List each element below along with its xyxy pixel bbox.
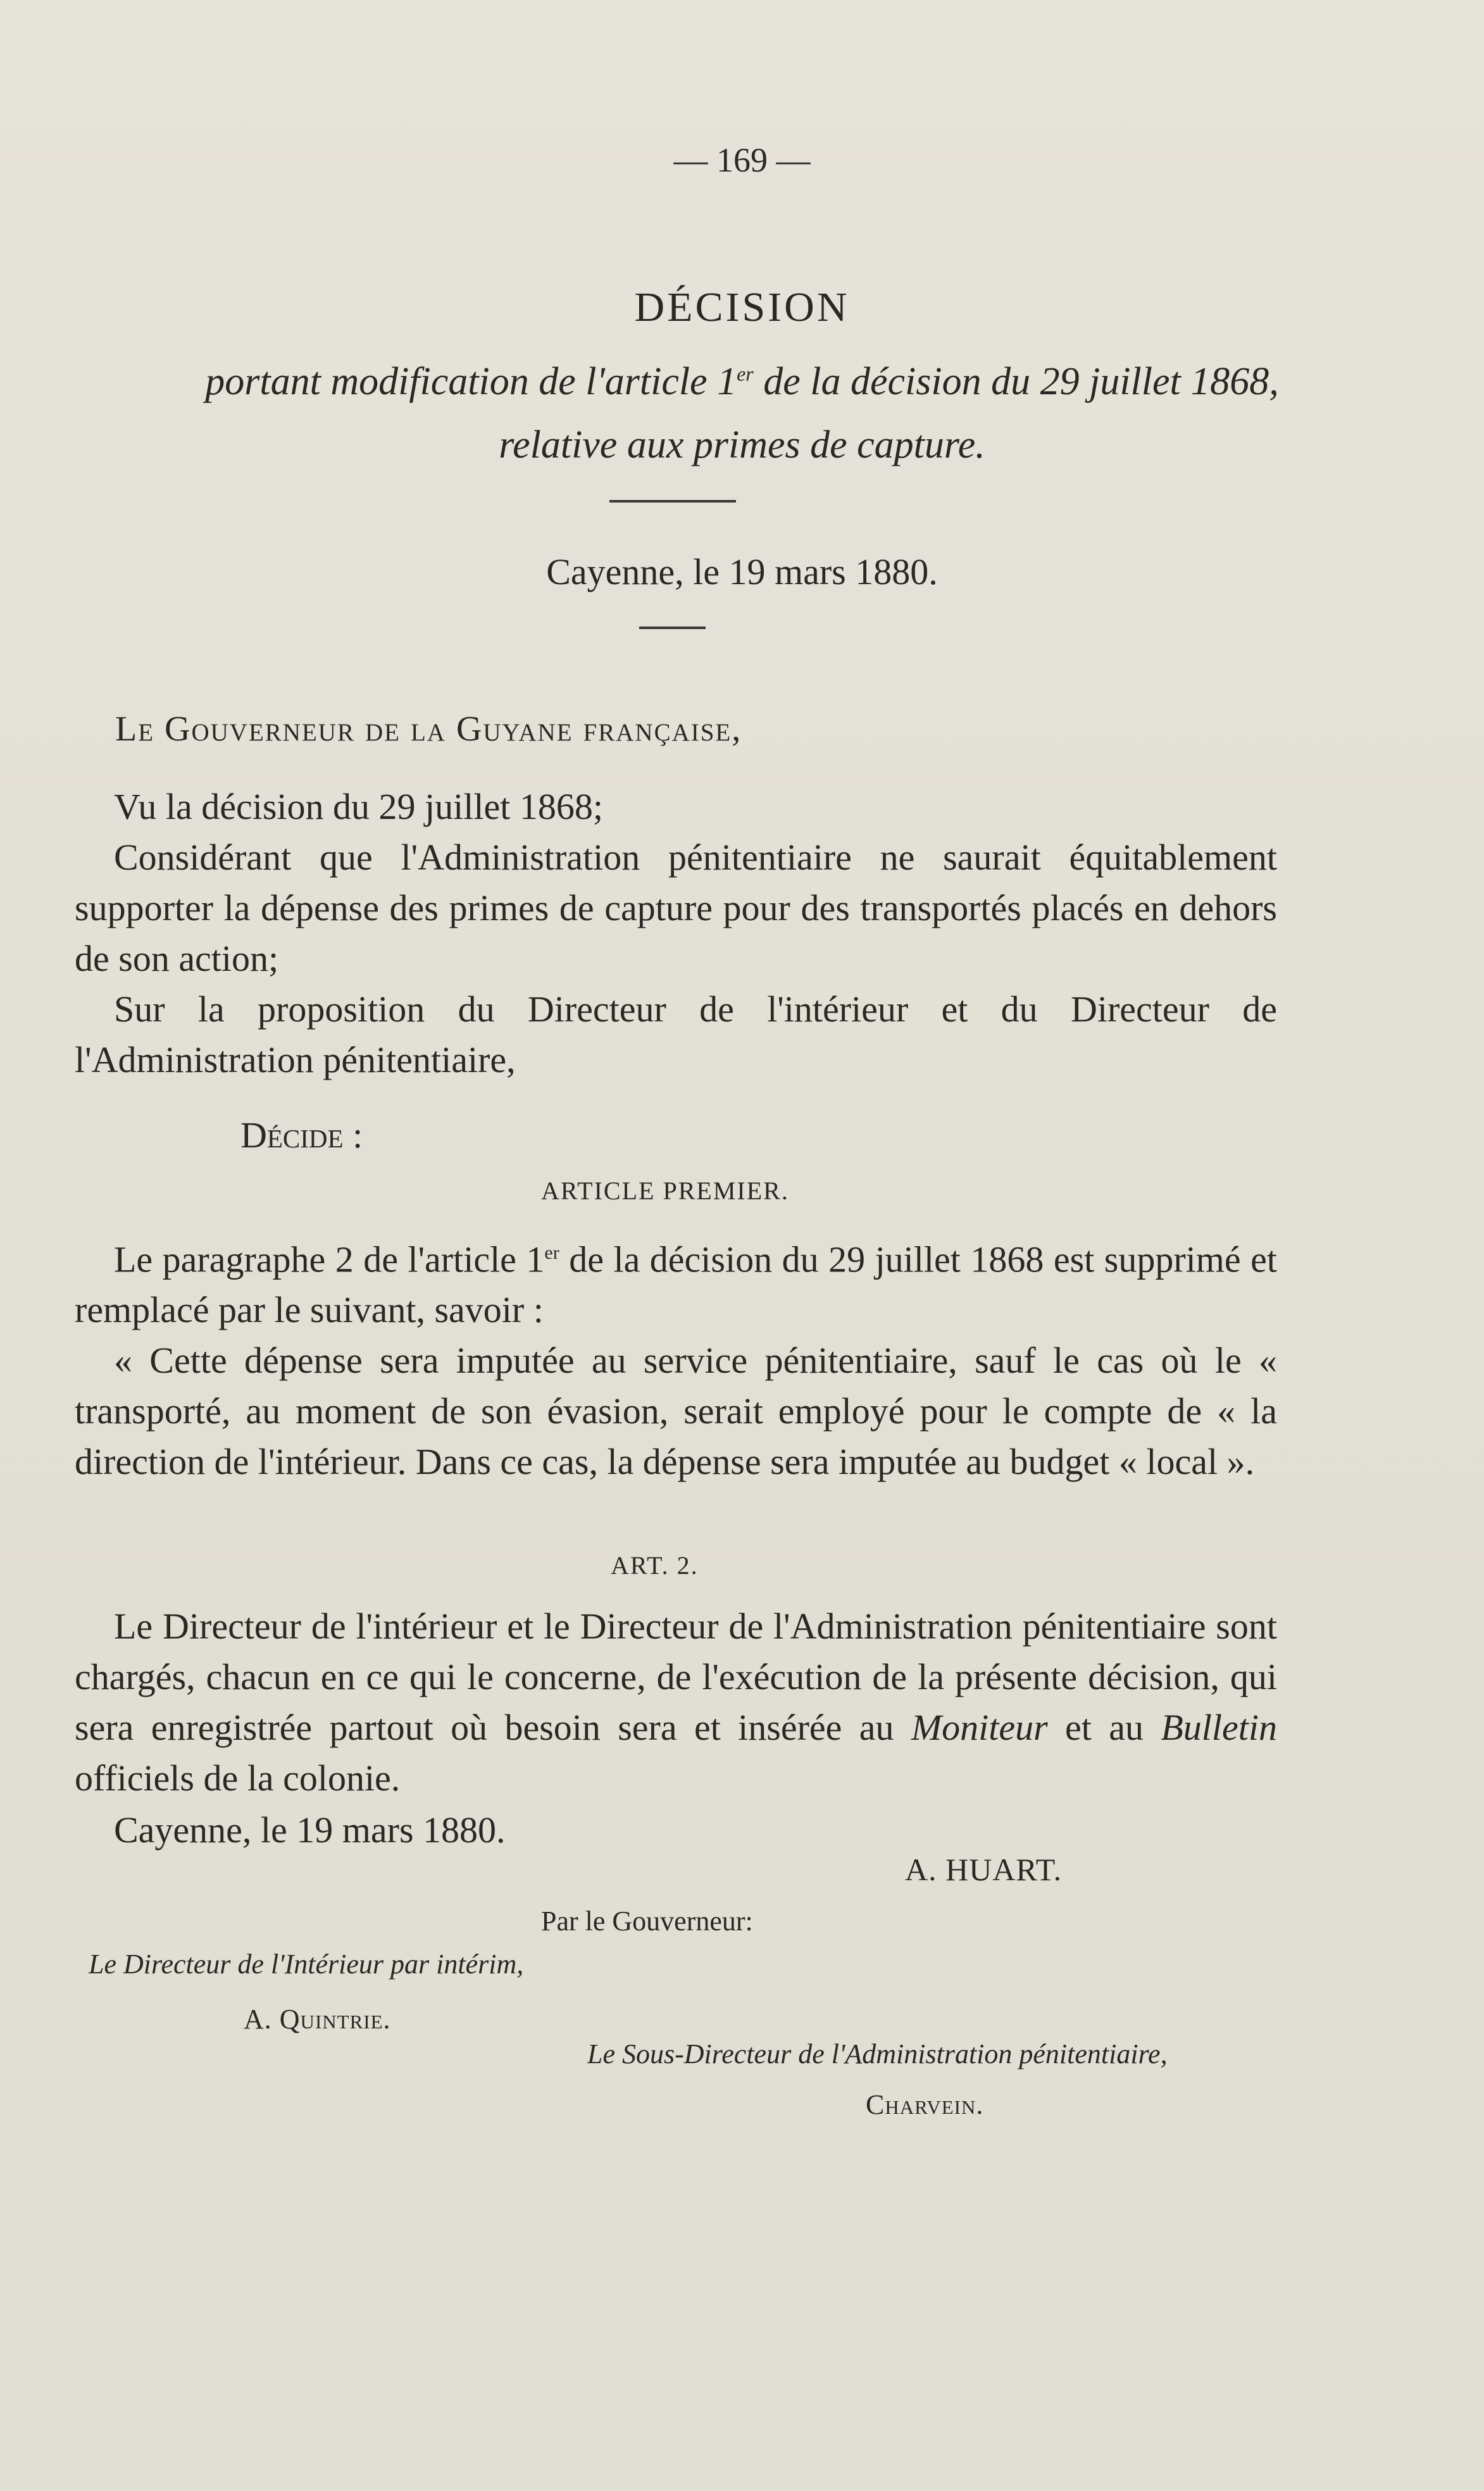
bulletin-title: Bulletin <box>1161 1707 1277 1748</box>
article1-text: Le paragraphe 2 de l'article 1er de la décision du 29 juillet 1868 est supprimé et remplacé par le suivant, savoir : <box>75 1239 1277 1331</box>
article1-body <box>75 1228 1277 1487</box>
article2-text: Le Directeur de l'intérieur et le Directeur de l'Administration pénitentiaire sont chargés, chacun en ce qui le concerne, de l'exécution de la présente décision, qui sera enregistrée partout où besoin sera et insérée au Moniteur et au Bulletin officiels de la colonie. <box>75 1606 1277 1799</box>
par-le-gouverneur: Par le Gouverneur: <box>541 1906 753 1937</box>
directeur-name: A. Quintrie. <box>244 2004 391 2035</box>
directeur-title: Le Directeur de l'Intérieur par intérim, <box>89 1949 524 1980</box>
article1-quote: « Cette dépense sera imputée au service pénitentiaire, sauf le cas où le « transporté, au moment de son évasion, serait employé pour le compte de « la direction de l'intérieur. Dans ce cas, la dépense sera imputée au budget « local ». <box>75 1340 1277 1483</box>
governor-signature: A. HUART. <box>905 1852 1063 1887</box>
page-number: — 169 — <box>673 141 811 179</box>
preamble-considerant: Considérant que l'Administration pénitentiaire ne saurait équitablement supporter la dépense des primes de capture pour des transportés placés en dehors de son action; <box>75 837 1277 979</box>
closing-date: Cayenne, le 19 mars 1880. <box>114 1809 506 1851</box>
preamble-proposition: Sur la proposition du Directeur de l'intérieur et du Directeur de l'Administration pénitentiaire, <box>75 989 1277 1080</box>
title-rule <box>609 500 736 503</box>
article2-heading: ART. 2. <box>611 1551 699 1580</box>
moniteur-title: Moniteur <box>911 1707 1048 1748</box>
dateline: Cayenne, le 19 mars 1880. <box>546 551 938 592</box>
article1-heading: ARTICLE PREMIER. <box>541 1177 789 1205</box>
preamble <box>75 782 1277 1085</box>
preamble-vu: Vu la décision du 29 juillet 1868; <box>114 786 603 827</box>
sous-directeur-name: Charvein. <box>866 2089 984 2120</box>
subtitle-text: portant modification de l'article 1 <box>205 360 737 403</box>
decision-title: DÉCISION <box>634 284 850 330</box>
subtitle-superscript: er <box>737 362 754 385</box>
decision-subtitle-line1 <box>0 359 1484 404</box>
dateline-rule <box>639 627 706 629</box>
decide-label: Décide : <box>240 1114 363 1156</box>
decision-subtitle-line2: relative aux primes de capture. <box>499 423 985 466</box>
subtitle-text-end: de la décision du 29 juillet 1868, <box>753 360 1279 403</box>
authority-line: Le Gouverneur de la Guyane française, <box>115 709 742 749</box>
sous-directeur-title: Le Sous-Directeur de l'Administration pénitentiaire, <box>587 2038 1168 2070</box>
article2-body <box>75 1601 1277 1804</box>
